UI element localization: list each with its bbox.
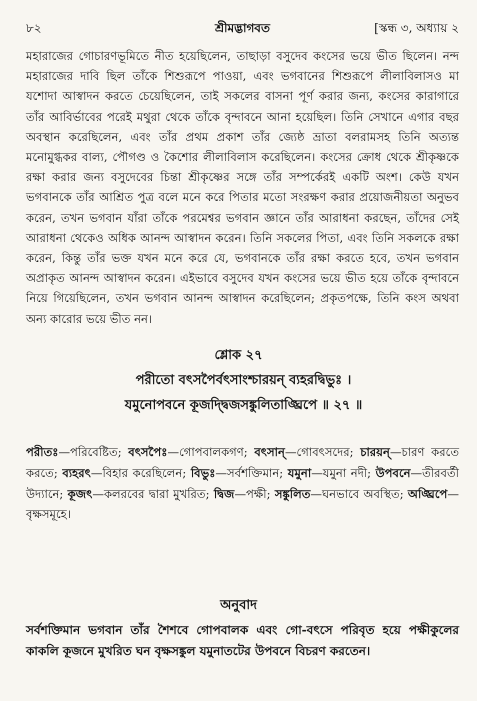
synonym-entry: দ্বিজ—পক্ষী; (213, 486, 271, 501)
synonym-meaning: গোপবালকগণ; (179, 445, 248, 459)
synonym-meaning: পক্ষী; (246, 486, 271, 501)
synonym-term: চারয়ন্ (360, 445, 390, 459)
synonym-entry: কূজৎ—কলরবের দ্বারা মুখরিত; (67, 486, 210, 501)
synonyms-list (26, 442, 459, 525)
translation-label: অনুবাদ (220, 598, 257, 613)
synonym-meaning: কলরবের দ্বারা মুখরিত; (103, 486, 210, 501)
synonym-term: কূজৎ (67, 486, 93, 501)
synonym-entry: অঙ্ঘ্রিপে—বৃক্ষসমূহে। (26, 486, 459, 522)
synonym-term: পরীতঃ (26, 445, 59, 459)
chapter-reference: [স্কন্ধ ৩, অধ্যায় ২ (374, 21, 459, 35)
synonym-entry: সঙ্কুলিত—ঘনভাবে অবস্থিত; (274, 486, 404, 501)
synonym-meaning: পরিবেষ্টিত; (70, 445, 122, 459)
page-header (26, 20, 459, 38)
synonym-entry: উপবনে—তীরবর্তী উদ্যানে; (26, 465, 460, 501)
synonym-meaning: সর্বশক্তিমান; (227, 465, 284, 480)
synonym-entry: যমুনা—যমুনা নদী; (287, 465, 372, 480)
synonym-meaning: তীরবর্তী উদ্যানে; (26, 465, 460, 501)
synonym-term: বৎসান্ (254, 445, 285, 459)
synonym-entry: বৎসান্—গোবৎসদের; (254, 445, 354, 459)
running-title: শ্রীমদ্ভাগবত (214, 21, 270, 35)
synonym-entry: বিভুঃ—সর্বশক্তিমান; (190, 465, 284, 480)
verse-line-2: যমুনোপবনে কূজদ্দ্বিজসঙ্কুলিতাঙ্ঘ্রিপে ॥ ২৭ ॥ (124, 398, 363, 413)
synonym-term: উপবনে (375, 465, 411, 480)
synonym-term: ব্যহরৎ (62, 465, 91, 480)
synonym-meaning: ঘনভাবে অবস্থিত; (322, 486, 404, 501)
synonym-entry: চারয়ন্—চারণ করতে করতে; (26, 445, 460, 480)
synonym-term: অঙ্ঘ্রিপে (407, 486, 448, 501)
synonym-term: বৎসপৈঃ (128, 445, 168, 459)
synonym-entry: বৎসপৈঃ—গোপবালকগণ; (128, 445, 248, 459)
synonym-term: যমুনা (287, 465, 312, 480)
verse-label: শ্লোক ২৭ (214, 348, 263, 363)
verse-text (30, 368, 457, 418)
synonym-term: দ্বিজ (213, 486, 235, 501)
synonym-meaning: বৃক্ষসমূহে। (26, 507, 71, 522)
synonym-meaning: চারণ করতে করতে; (26, 445, 460, 480)
verse-line-1: পরীতো বৎসপৈর্বৎসাংশ্চারয়ন্ ব্যহরদ্বিভুঃ । (135, 373, 352, 388)
page-number: ৮২ (26, 21, 42, 35)
synonym-term: বিভুঃ (190, 465, 216, 480)
synonym-term: সঙ্কুলিত (274, 486, 311, 501)
synonym-meaning: বিহার করেছিলেন; (102, 465, 187, 480)
synonym-meaning: গোবৎসদের; (296, 445, 354, 459)
translation-text: সর্বশক্তিমান ভগবান তাঁর শৈশবে গোপবালক এবং গো-বৎসে পরিবৃত হয়ে পক্ষীকুলের কাকলি কূজনে মুখরিত ঘন বৃক্ষসঙ্কুল যমুনাতটের উপবনে বিচরণ করতেন। (26, 623, 459, 658)
purport-text: মহারাজের গোচারণভূমিতে নীত হয়েছিলেন, তাছাড়া বসুদেব কংসের ভয়ে ভীত ছিলেন। নন্দ মহারাজের দাবি ছিল তাঁকে শিশুরূপে পাওয়া, এবং ভগবানের শিশুরূপে লীলাবিলাসও মা যশোদা আস্বাদন করতে চেয়েছিলেন, তাই সকলের বাসনা পূর্ণ করার জন্য, কংসের কারাগারে তাঁর আবির্ভাবের পরেই মথুরা থেকে তাঁকে বৃন্দাবনে আনা হয়েছিল। তিনি সেখানে এগার বছর অবস্থান করেছিলেন, এবং তাঁর প্রথম প্রকাশ তাঁর জ্যেষ্ঠ ভ্রাতা বলরামসহ তিনি অত্যন্ত মনোমুগ্ধকর বাল্য, পৌগণ্ড ও কৈশোর লীলাবিলাস করেছিলেন। কংসের ক্রোধ থেকে শ্রীকৃষ্ণকে রক্ষা করার জন্য বসুদেবের চিন্তা শ্রীকৃষ্ণের সঙ্গে তাঁর সম্পর্কেরই একটি অংশ। কেউ যখন ভগবানকে তাঁর আশ্রিত পুত্র বলে মনে করে পিতার মতো সংরক্ষণ করার প্রয়োজনীয়তা অনুভব করেন, তখন ভগবান যাঁরা তাঁকে পরমেশ্বর ভগবান জ্ঞানে তাঁর আরাধনা করছেন, তাঁদের সেই আরাধনা থেকেও অধিক আনন্দ আস্বাদন করেন। তিনি সকলের পিতা, এবং তিনি সকলকে রক্ষা করেন, কিন্তু তাঁর ভক্ত যখন মনে করে যে, ভগবানকে তাঁর রক্ষা করতে হবে, তখন ভগবান অপ্রাকৃত আনন্দ আস্বাদন করেন। এইভাবে বসুদেব যখন কংসের ভয়ে ভীত হয়ে তাঁকে বৃন্দাবনে নিয়ে গিয়েছিলেন, তখন ভগবান আনন্দ আস্বাদন করেছিলেন; প্রকৃতপক্ষে, তিনি কংস অথবা অন্য কারোর ভয়ে ভীত নন। (26, 49, 459, 326)
synonym-entry: ব্যহরৎ—বিহার করেছিলেন; (62, 465, 187, 480)
synonym-meaning: যমুনা নদী; (322, 465, 372, 480)
synonym-entry: পরীতঃ—পরিবেষ্টিত; (26, 445, 122, 459)
